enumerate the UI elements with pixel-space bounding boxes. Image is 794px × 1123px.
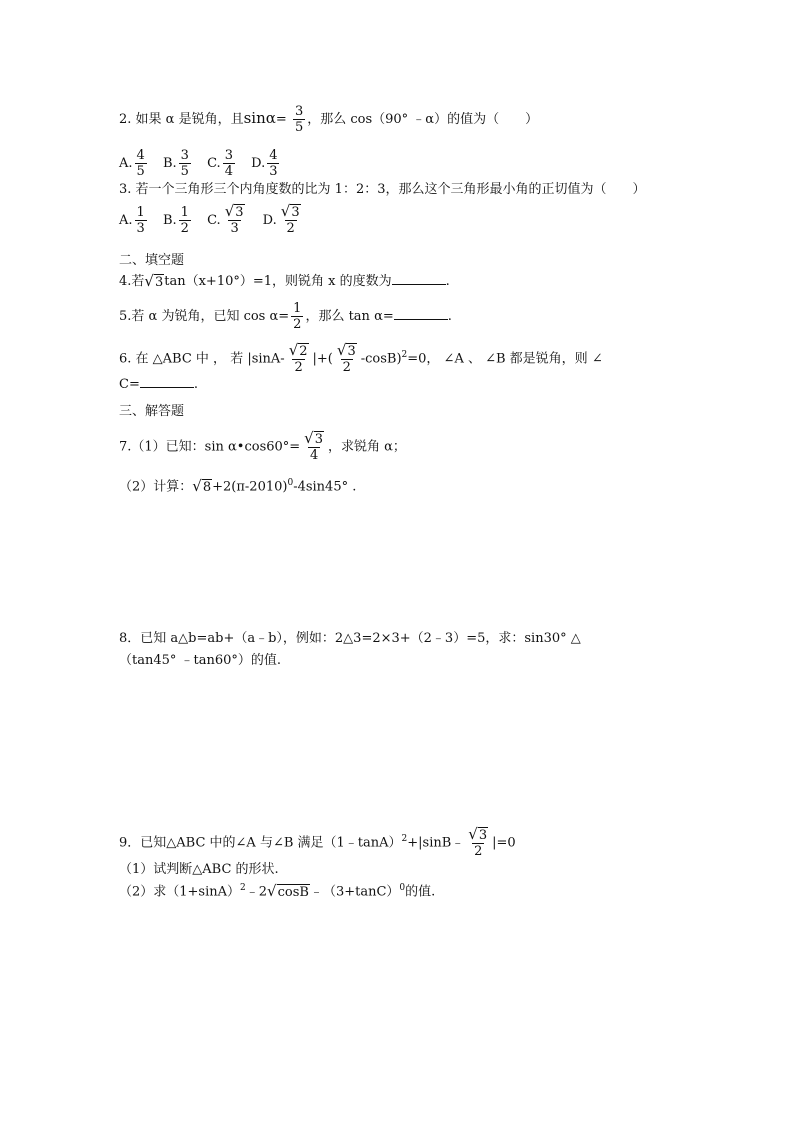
q2-alpha: α <box>265 109 276 127</box>
section-fill-blank-title: 二、填空题 <box>119 253 185 268</box>
q7-fraction: √ 3 4 <box>304 429 324 463</box>
question-9-part2: （2）求$(1+\sin A)^2﹣2$ √ cosB $﹣(3+\tan C)^0$的值. <box>119 881 436 900</box>
q9-fraction: √ 3 2 <box>468 825 488 859</box>
q2-option-b[interactable]: B. $\frac{3}{5}$ <box>162 148 189 179</box>
q4-sqrt: √ 3 <box>144 271 164 290</box>
question-5: 5.若 α 为锐角，已知 cos α= $\frac{1}{2}$ ，那么 tan α= . <box>119 301 452 332</box>
q3-options <box>119 204 315 236</box>
question-9: 9．已知△ABC 中的∠A 与∠B 满足（1﹣tanA）$^2$+|sinB﹣ √ 3 2 |=0 <box>119 825 516 859</box>
question-7-part1: 7.（1）已知：sin α•cos60°= √ 3 4 ，求锐角 α； <box>119 429 406 463</box>
question-6: 6. 在 △ABC 中 ， 若 |sinA- √ 2 2 |+( √ 3 2 -cosB)$^2$=0， ∠A 、 ∠B 都是锐角，则 ∠ <box>119 341 603 375</box>
q5-fraction: $\frac{1}{2}$ <box>293 301 302 332</box>
q2-text: 2. 如果 α 是锐角，且 <box>119 112 244 127</box>
q7-sqrt: √ 8 <box>192 476 212 495</box>
question-6-line2: C= . <box>119 377 198 392</box>
q5-answer-blank[interactable] <box>394 307 448 320</box>
question-2 <box>119 104 538 135</box>
question-7-part2: （2）计算： √ 8 $+2(\pi-2010)^0-4\sin 45^\circ$ . <box>119 476 357 495</box>
q2-fraction: $\frac{3}{5}$ <box>294 104 304 135</box>
question-3: 3. 若一个三角形三个内角度数的比为 1：2：3，那么这个三角形最小角的正切值为（ ） <box>119 182 646 197</box>
section-solve-title: 三、解答题 <box>119 404 185 419</box>
q2-sin: sin <box>243 109 266 127</box>
q6-fraction-2: √ 3 2 <box>336 341 356 375</box>
question-8-line1: 8．已知 a△b=ab+（a﹣b），例如：2△3=2×3+（2﹣3）=5，求：sin30° △ <box>119 631 581 646</box>
q3-option-d[interactable]: D. √ 3 2 <box>262 202 300 236</box>
q2-option-a[interactable]: A. $\frac{4}{5}$ <box>119 148 145 179</box>
q3-option-c[interactable]: C. √ 3 3 <box>207 202 244 236</box>
q2-suffix: ，那么 cos（90° ﹣α）的值为（ ） <box>307 112 539 127</box>
q9-sqrt: √ cosB <box>267 881 309 900</box>
question-4: 4.若 √ 3 tan（x+10°）=1，则锐角 x 的度数为 . <box>119 271 450 290</box>
question-9-part1: （1）试判断△ABC 的形状. <box>119 862 279 877</box>
q3-option-a[interactable]: A. $\frac{1}{3}$ <box>119 204 145 236</box>
q6-fraction-1: √ 2 2 <box>288 341 308 375</box>
q2-option-c[interactable]: C. $\frac{3}{4}$ <box>207 148 233 179</box>
q3-option-b[interactable]: B. $\frac{1}{2}$ <box>162 204 189 236</box>
question-8-line2: （tan45° ﹣tan60°）的值. <box>119 653 282 668</box>
q4-answer-blank[interactable] <box>392 272 446 285</box>
q2-options <box>119 148 291 179</box>
q2-option-d[interactable]: D. $\frac{4}{3}$ <box>251 148 278 179</box>
q2-eq: = <box>275 112 287 127</box>
q6-answer-blank[interactable] <box>140 375 194 388</box>
